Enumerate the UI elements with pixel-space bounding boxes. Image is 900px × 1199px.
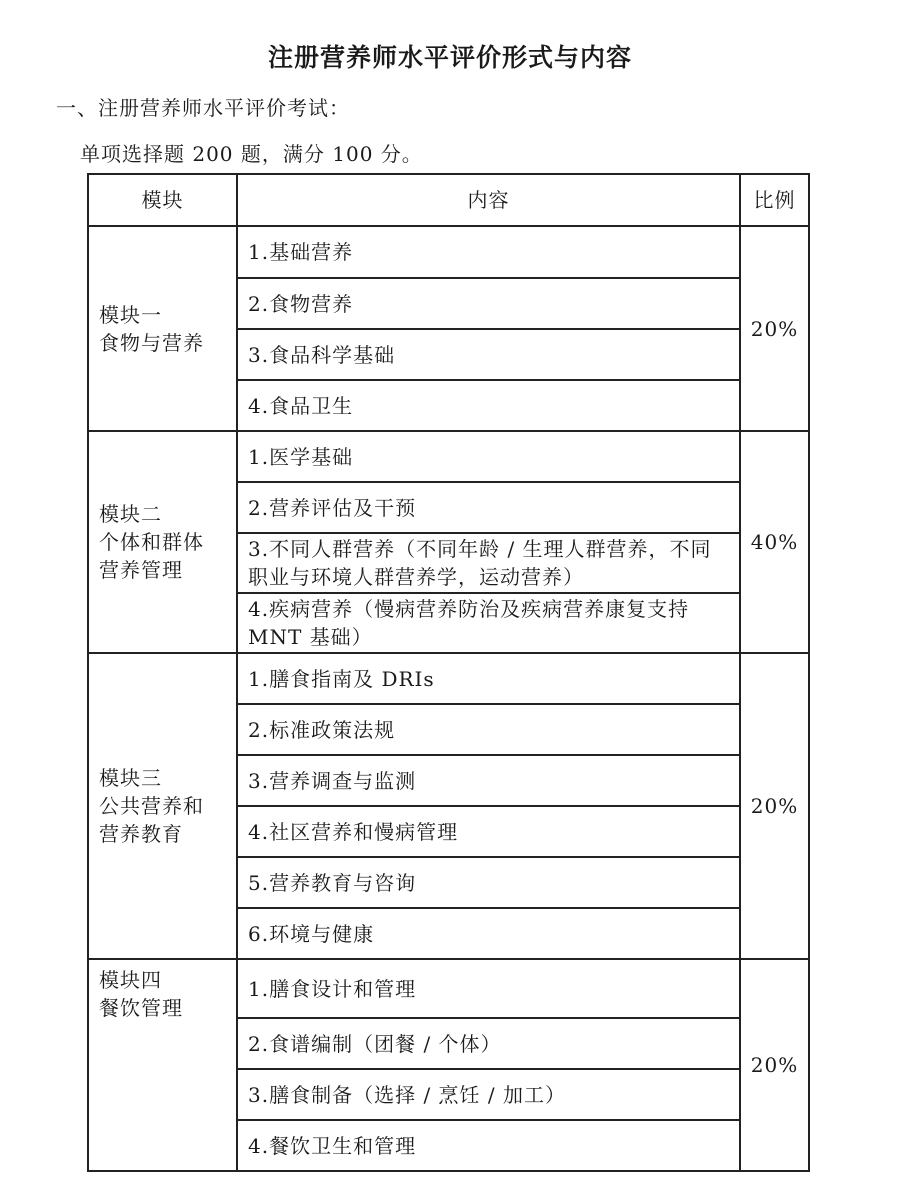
module-3-item-5: 5.营养教育与咨询 xyxy=(237,857,740,908)
module-3-item-4: 4.社区营养和慢病管理 xyxy=(237,806,740,857)
header-content: 内容 xyxy=(237,174,740,226)
module-4-item-1: 1.膳食设计和管理 xyxy=(237,959,740,1018)
table-row xyxy=(88,959,809,1018)
module-2-title-line-2: 营养管理 xyxy=(99,558,183,582)
module-1-item-4: 4.食品卫生 xyxy=(237,380,740,431)
module-2-ratio: 40% xyxy=(740,431,809,653)
module-2-title-line-1: 个体和群体 xyxy=(99,530,204,554)
section-heading: 一、注册营养师水平评价考试： xyxy=(56,96,350,120)
document-title: 注册营养师水平评价形式与内容 xyxy=(267,43,632,72)
module-2-item-4: 4.疾病营养（慢病营养防治及疾病营养康复支持 MNT 基础） xyxy=(237,593,740,653)
module-1-label: 模块一 xyxy=(99,302,162,327)
module-4-item-2: 2.食谱编制（团餐 / 个体） xyxy=(237,1018,740,1069)
module-4-title: 餐饮管理 xyxy=(99,996,183,1020)
module-2-label: 模块二 xyxy=(99,502,162,526)
module-1-item-2: 2.食物营养 xyxy=(237,278,740,329)
module-3-item-1: 1.膳食指南及 DRIs xyxy=(237,653,740,704)
module-2-item-3: 3.不同人群营养（不同年龄 / 生理人群营养，不同职业与环境人群营养学，运动营养） xyxy=(237,533,740,593)
module-1-item-1: 1.基础营养 xyxy=(237,226,740,278)
module-3-item-3: 3.营养调查与监测 xyxy=(237,755,740,806)
module-4-label: 模块四 xyxy=(99,968,162,992)
table-header-row xyxy=(88,174,809,226)
table-row xyxy=(88,431,809,482)
module-1-ratio: 20% xyxy=(740,226,809,431)
exam-format-note: 单项选择题 200 题，满分 100 分。 xyxy=(80,142,423,166)
module-3-title-line-1: 公共营养和 xyxy=(99,794,204,818)
module-3-title-line-2: 营养教育 xyxy=(99,822,183,846)
module-3-name xyxy=(88,653,237,959)
header-module: 模块 xyxy=(88,174,237,226)
table-row xyxy=(88,653,809,704)
table-row xyxy=(88,226,809,278)
module-3-item-2: 2.标准政策法规 xyxy=(237,704,740,755)
module-1-name xyxy=(88,226,237,431)
module-2-name xyxy=(88,431,237,653)
module-4-item-4: 4.餐饮卫生和管理 xyxy=(237,1120,740,1171)
module-4-item-3: 3.膳食制备（选择 / 烹饪 / 加工） xyxy=(237,1069,740,1120)
module-2-item-1: 1.医学基础 xyxy=(237,431,740,482)
module-4-ratio: 20% xyxy=(740,959,809,1171)
module-4-name xyxy=(88,959,237,1171)
module-1-title: 食物与营养 xyxy=(99,330,204,355)
header-ratio: 比例 xyxy=(740,174,809,226)
module-3-label: 模块三 xyxy=(99,766,162,790)
module-3-item-6: 6.环境与健康 xyxy=(237,908,740,959)
module-3-ratio: 20% xyxy=(740,653,809,959)
evaluation-content-table xyxy=(87,173,810,1172)
module-1-item-3: 3.食品科学基础 xyxy=(237,329,740,380)
module-2-item-2: 2.营养评估及干预 xyxy=(237,482,740,533)
